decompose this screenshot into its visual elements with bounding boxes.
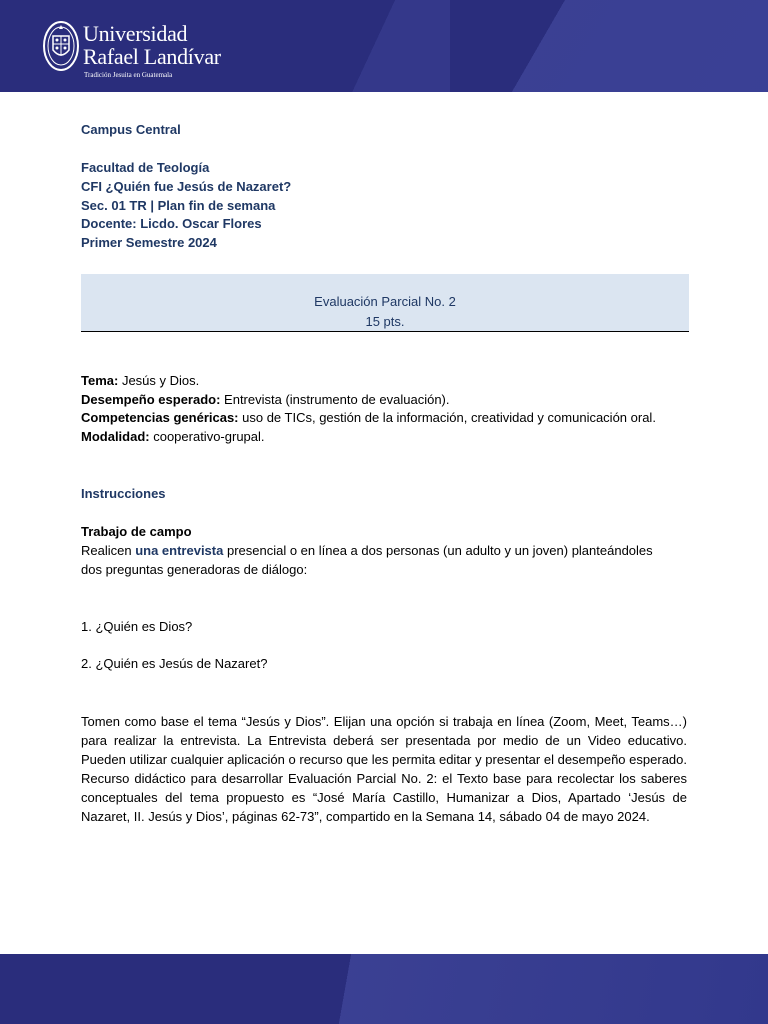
tema-label: Tema: <box>81 373 119 388</box>
instructions-intro-line2: dos preguntas generadoras de diálogo: <box>81 562 308 577</box>
brand-tagline: Tradición Jesuita en Guatemala <box>84 71 173 79</box>
desempeno-line <box>81 391 450 409</box>
evaluation-header-box <box>81 274 689 332</box>
instructions-body-paragraph: Tomen como base el tema “Jesús y Dios”. Elijan una opción si trabaja en línea (Zoom, Meet, Teams…) para realizar la entrevista. La Entrevista deberá ser presentada por medio de un Video educativo. Pueden utilizar cualquier aplicación o recurso que les permita editar y presentar el desempeño esperado. Recurso didáctico para desarrollar Evaluación Parcial No. 2: el Texto base para recolectar los saberes conceptuales del tema propuesto es “José María Castillo, Humanizar a Dios, Apartado ‘Jesús de Nazaret, II. Jesús y Dios’, páginas 62-73”, compartido en la Semana 14, sábado 04 de mayo 2024. <box>81 714 687 824</box>
footer-gradient-shape <box>0 954 768 1024</box>
modalidad-line <box>81 428 265 446</box>
brand-name-line1: Universidad <box>83 21 188 46</box>
instructions-intro <box>81 542 653 560</box>
campus-label: Campus Central <box>81 122 181 137</box>
question-1: 1. ¿Quién es Dios? <box>81 619 193 634</box>
semester-label: Primer Semestre 2024 <box>81 235 217 250</box>
instructions-heading: Instrucciones <box>81 486 166 501</box>
evaluation-points: 15 pts. <box>365 314 405 329</box>
desempeno-value: Entrevista (instrumento de evaluación). <box>220 392 450 407</box>
competencias-label: Competencias genéricas: <box>81 410 239 425</box>
header-banner <box>0 0 768 92</box>
question-2: 2. ¿Quién es Jesús de Nazaret? <box>81 656 268 671</box>
course-name: CFI ¿Quién fue Jesús de Nazaret? <box>81 179 292 194</box>
tema-value: Jesús y Dios. <box>118 373 200 388</box>
brand-name-line2: Rafael Landívar <box>83 44 221 69</box>
competencias-line <box>81 409 656 427</box>
modalidad-label: Modalidad: <box>81 429 150 444</box>
evaluation-title: Evaluación Parcial No. 2 <box>314 294 456 309</box>
intro-text-post: presencial o en línea a dos personas (un adulto y un joven) planteándoles <box>223 543 653 558</box>
tema-line <box>81 372 199 390</box>
teacher-label: Docente: Licdo. Oscar Flores <box>81 216 262 231</box>
footer-banner <box>0 954 768 1024</box>
university-seal-icon <box>42 20 80 72</box>
section-label: Sec. 01 TR | Plan fin de semana <box>81 198 276 213</box>
modalidad-value: cooperativo-grupal. <box>149 429 265 444</box>
faculty-label: Facultad de Teología <box>81 160 210 175</box>
fieldwork-subheading: Trabajo de campo <box>81 524 192 539</box>
desempeno-label: Desempeño esperado: <box>81 392 221 407</box>
interview-highlight: una entrevista <box>135 543 224 558</box>
competencias-value: uso de TICs, gestión de la información, creatividad y comunicación oral. <box>238 410 656 425</box>
intro-text-pre: Realicen <box>81 543 136 558</box>
header-gradient-shape <box>408 0 768 92</box>
